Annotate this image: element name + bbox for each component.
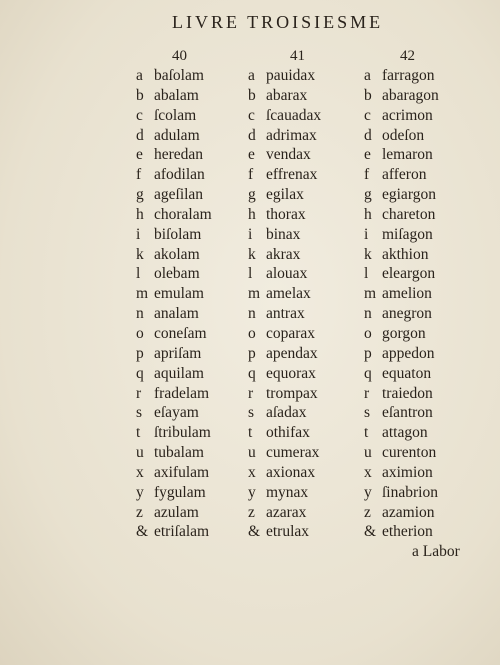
row-letter: m	[364, 285, 377, 303]
row-letter: r	[364, 384, 370, 402]
row-letter: u	[364, 444, 372, 462]
row-word: adrimax	[266, 126, 317, 144]
row-word: amelion	[382, 285, 432, 303]
row-letter: b	[136, 86, 144, 104]
list-item	[248, 443, 321, 463]
list-item	[136, 66, 212, 86]
list-item	[248, 403, 321, 423]
list-item	[136, 126, 212, 146]
list-item	[136, 264, 212, 284]
row-word: farragon	[382, 67, 435, 84]
row-letter: u	[136, 444, 144, 462]
row-letter: o	[248, 324, 256, 342]
list-item	[136, 522, 212, 542]
row-word: alouax	[266, 265, 308, 283]
list-item	[136, 205, 212, 225]
list-item	[136, 86, 212, 106]
list-item	[364, 503, 439, 523]
list-item	[136, 443, 212, 463]
row-word: aximion	[382, 463, 433, 481]
list-item	[248, 145, 321, 165]
row-letter: r	[248, 384, 254, 402]
row-letter: q	[136, 364, 144, 382]
row-letter: h	[136, 205, 144, 223]
row-letter: q	[364, 364, 372, 382]
row-letter: x	[364, 463, 372, 481]
row-letter: p	[364, 344, 372, 362]
row-letter: g	[364, 186, 372, 204]
list-item	[364, 403, 439, 423]
row-letter: o	[364, 324, 372, 342]
row-word: odeſon	[382, 126, 425, 144]
list-item	[248, 284, 321, 304]
list-item	[248, 126, 321, 146]
list-item	[248, 245, 321, 265]
row-word: axionax	[266, 463, 316, 481]
row-word: apriſam	[154, 344, 202, 362]
row-word: trompax	[266, 384, 318, 402]
row-letter: k	[248, 245, 256, 263]
list-item	[364, 106, 439, 126]
list-item	[364, 264, 439, 284]
row-letter: c	[136, 106, 143, 124]
row-letter: s	[136, 404, 143, 422]
list-item	[248, 264, 321, 284]
row-word: curenton	[382, 444, 437, 462]
list-item	[248, 225, 321, 245]
list-item	[364, 423, 439, 443]
row-letter: c	[364, 106, 371, 124]
list-item	[364, 324, 439, 344]
row-word: eſayam	[154, 404, 199, 422]
row-letter: g	[136, 186, 144, 204]
row-letter: a	[136, 67, 143, 84]
list-item	[248, 205, 321, 225]
row-letter: z	[364, 503, 371, 521]
list-item	[364, 205, 439, 225]
row-word: ſtribulam	[154, 424, 211, 442]
column-number-3: 42	[400, 48, 415, 64]
list-item	[248, 324, 321, 344]
row-letter: k	[136, 245, 144, 263]
list-item	[136, 165, 212, 185]
row-word: emulam	[154, 285, 204, 303]
row-word: afferon	[382, 166, 427, 184]
list-item	[248, 165, 321, 185]
row-letter: r	[136, 384, 142, 402]
row-letter: y	[136, 483, 144, 501]
row-word: othifax	[266, 424, 310, 442]
row-word: heredan	[154, 146, 204, 164]
row-word: egilax	[266, 186, 304, 204]
row-word: azulam	[154, 503, 199, 521]
row-word: etherion	[382, 523, 433, 541]
row-word: azarax	[266, 503, 307, 521]
row-word: ſcauadax	[266, 106, 322, 124]
row-letter: l	[248, 265, 253, 283]
row-letter: p	[136, 344, 144, 362]
row-letter: f	[136, 166, 142, 184]
row-word: mynax	[266, 483, 309, 501]
row-letter: c	[248, 106, 255, 124]
row-letter: i	[136, 225, 141, 243]
row-word: adulam	[154, 126, 200, 144]
row-word: tubalam	[154, 444, 204, 462]
list-item	[136, 185, 212, 205]
list-item	[136, 284, 212, 304]
row-letter: s	[248, 404, 255, 422]
row-word: aquilam	[154, 364, 204, 382]
list-item	[136, 324, 212, 344]
row-word: ageſilan	[154, 186, 204, 204]
row-word: eſantron	[382, 404, 433, 422]
row-letter: f	[364, 166, 370, 184]
row-letter: d	[136, 126, 144, 144]
row-letter: f	[248, 166, 254, 184]
row-word: fygulam	[154, 483, 206, 501]
row-word: thorax	[266, 205, 306, 223]
list-item	[364, 463, 439, 483]
row-word: pauidax	[266, 67, 316, 84]
list-item	[136, 145, 212, 165]
list-item	[364, 364, 439, 384]
row-letter: e	[248, 146, 255, 164]
row-word: axifulam	[154, 463, 210, 481]
row-letter: k	[364, 245, 372, 263]
list-item	[136, 423, 212, 443]
row-word: ſinabrion	[382, 483, 438, 501]
row-letter: i	[364, 225, 369, 243]
row-word: equorax	[266, 364, 316, 382]
row-letter: e	[136, 146, 143, 164]
row-word: olebam	[154, 265, 200, 283]
list-item	[364, 86, 439, 106]
row-letter: a	[364, 67, 371, 84]
row-letter: u	[248, 444, 256, 462]
list-item	[136, 483, 212, 503]
row-word: choralam	[154, 205, 212, 223]
row-letter: o	[136, 324, 144, 342]
word-column-2	[248, 66, 321, 542]
row-word: apendax	[266, 344, 318, 362]
list-item	[248, 66, 321, 86]
list-item	[136, 106, 212, 126]
list-item	[364, 126, 439, 146]
row-word: anegron	[382, 305, 432, 323]
row-word: acrimon	[382, 106, 433, 124]
row-letter: a	[248, 67, 255, 84]
row-word: afodilan	[154, 166, 205, 184]
row-letter: s	[364, 404, 371, 422]
row-word: biſolam	[154, 225, 202, 243]
row-letter: m	[248, 285, 261, 303]
row-letter: d	[248, 126, 256, 144]
row-word: egiargon	[382, 186, 436, 204]
row-letter: &	[136, 523, 149, 541]
row-word: antrax	[266, 305, 305, 323]
row-letter: x	[136, 463, 144, 481]
row-letter: z	[248, 503, 255, 521]
list-item	[136, 344, 212, 364]
row-word: amelax	[266, 285, 311, 303]
row-word: equaton	[382, 364, 432, 382]
row-letter: n	[248, 305, 256, 323]
row-letter: b	[364, 86, 372, 104]
row-word: baſolam	[154, 67, 204, 84]
row-letter: h	[364, 205, 372, 223]
list-item	[248, 106, 321, 126]
catchword: a Labor	[412, 543, 460, 560]
column-number-2: 41	[290, 48, 305, 64]
row-word: coparax	[266, 324, 316, 342]
row-word: traiedon	[382, 384, 433, 402]
row-letter: l	[364, 265, 369, 283]
list-item	[364, 304, 439, 324]
list-item	[248, 185, 321, 205]
row-word: fradelam	[154, 384, 210, 402]
row-letter: g	[248, 186, 256, 204]
row-letter: &	[364, 523, 377, 541]
column-number-1: 40	[172, 48, 187, 64]
list-item	[364, 443, 439, 463]
list-item	[364, 225, 439, 245]
list-item	[248, 344, 321, 364]
row-word: vendax	[266, 146, 311, 164]
list-item	[136, 245, 212, 265]
row-letter: d	[364, 126, 372, 144]
row-letter: q	[248, 364, 256, 382]
row-letter: y	[248, 483, 256, 501]
row-word: azamion	[382, 503, 435, 521]
list-item	[248, 304, 321, 324]
list-item	[136, 463, 212, 483]
word-column-3	[364, 66, 439, 542]
row-word: binax	[266, 225, 301, 243]
list-item	[364, 66, 439, 86]
row-word: etrulax	[266, 523, 310, 541]
row-word: abarax	[266, 86, 308, 104]
list-item	[248, 423, 321, 443]
row-letter: e	[364, 146, 371, 164]
list-item	[248, 86, 321, 106]
row-letter: b	[248, 86, 256, 104]
list-item	[136, 403, 212, 423]
row-letter: z	[136, 503, 143, 521]
row-letter: n	[364, 305, 372, 323]
list-item	[248, 384, 321, 404]
running-head: LIVRE TROISIESME	[172, 12, 384, 32]
row-word: akrax	[266, 245, 301, 263]
list-item	[248, 463, 321, 483]
list-item	[364, 384, 439, 404]
row-word: abalam	[154, 86, 199, 104]
row-word: eleargon	[382, 265, 436, 283]
row-letter: &	[248, 523, 261, 541]
list-item	[364, 284, 439, 304]
row-letter: h	[248, 205, 256, 223]
list-item	[364, 344, 439, 364]
row-letter: m	[136, 285, 149, 303]
row-word: aſadax	[266, 404, 307, 422]
list-item	[364, 245, 439, 265]
row-word: akthion	[382, 245, 429, 263]
row-letter: y	[364, 483, 372, 501]
list-item	[136, 225, 212, 245]
row-word: akolam	[154, 245, 200, 263]
list-item	[248, 503, 321, 523]
list-item	[136, 503, 212, 523]
list-item	[364, 185, 439, 205]
row-word: analam	[154, 305, 199, 323]
list-item	[364, 483, 439, 503]
list-item	[248, 364, 321, 384]
row-word: appedon	[382, 344, 435, 362]
list-item	[136, 304, 212, 324]
row-word: gorgon	[382, 324, 426, 342]
row-word: cumerax	[266, 444, 320, 462]
row-word: coneſam	[154, 324, 207, 342]
row-word: effrenax	[266, 166, 318, 184]
list-item	[364, 522, 439, 542]
word-column-1	[136, 66, 212, 542]
row-word: chareton	[382, 205, 436, 223]
list-item	[136, 384, 212, 404]
row-letter: x	[248, 463, 256, 481]
row-word: attagon	[382, 424, 428, 442]
row-word: miſagon	[382, 225, 433, 243]
row-letter: p	[248, 344, 256, 362]
row-word: ſcolam	[154, 106, 197, 124]
row-letter: i	[248, 225, 253, 243]
row-word: lemaron	[382, 146, 433, 164]
list-item	[364, 145, 439, 165]
list-item	[136, 364, 212, 384]
row-word: abaragon	[382, 86, 439, 104]
row-letter: t	[136, 424, 141, 442]
row-letter: t	[364, 424, 369, 442]
row-letter: n	[136, 305, 144, 323]
row-letter: l	[136, 265, 141, 283]
row-letter: t	[248, 424, 253, 442]
row-word: etriſalam	[154, 523, 210, 541]
list-item	[248, 483, 321, 503]
list-item	[364, 165, 439, 185]
list-item	[248, 522, 321, 542]
